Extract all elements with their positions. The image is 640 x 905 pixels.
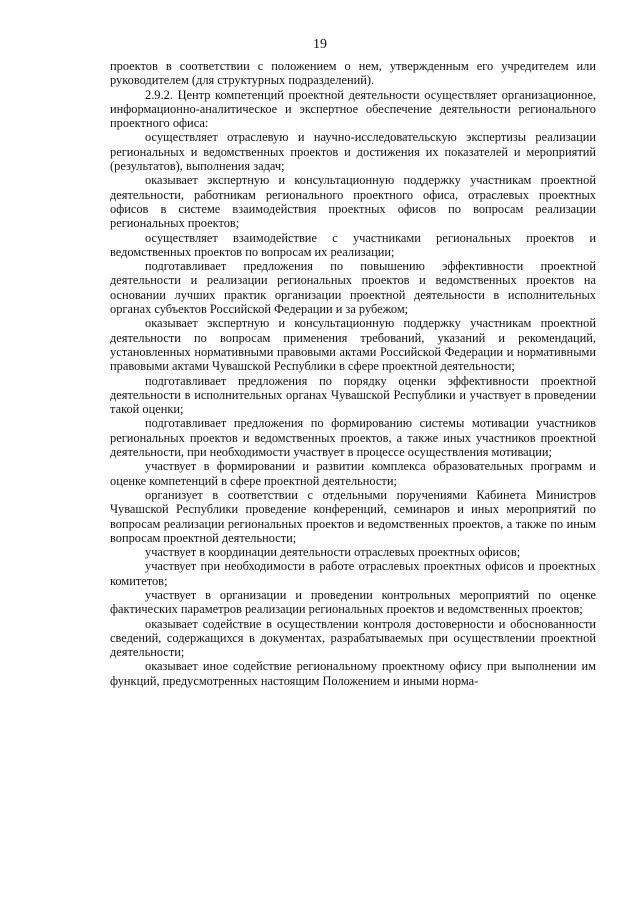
paragraph: оказывает иное содействие региональному проектному офису при выполнении им функций, предусмотренных настоящим Положением и иными норма- [110,659,596,688]
paragraph: подготавливает предложения по формированию системы мотивации участников региональных проектов и ведомственных проектов, а также иных участников проектной деятельности, при необходимости участвует в процессе осуществления мотивации; [110,416,596,460]
paragraph: участвует в формировании и развитии комплекса образовательных программ и оценке компетенций в сфере проектной деятельности; [110,459,596,488]
paragraph: оказывает содействие в осуществлении контроля достоверности и обоснованности сведений, содержащихся в документах, разрабатываемых при осуществлении проектной деятельности; [110,616,596,660]
document-body [110,59,596,688]
paragraph: проектов в соответствии с положением о нем, утвержденным его учредителем или руководителем (для структурных подразделений). [110,59,596,88]
paragraph: организует в соответствии с отдельными поручениями Кабинета Министров Чувашской Республики проведение конференций, семинаров и иных мероприятий по вопросам реализации региональных проектов и ведомственных проектов, а также по иным вопросам проектной деятельности; [110,487,596,545]
paragraph: осуществляет взаимодействие с участниками региональных проектов и ведомственных проектов по вопросам их реализации; [110,230,596,259]
paragraph: подготавливает предложения по порядку оценки эффективности проектной деятельности в исполнительных органах Чувашской Республики и участвует в проведении такой оценки; [110,373,596,417]
paragraph: подготавливает предложения по повышению эффективности проектной деятельности и реализации региональных проектов и ведомственных проектов на основании лучших практик организации проектной деятельности в исполнительных органах субъектов Российской Федерации и за рубежом; [110,259,596,317]
paragraph: 2.9.2. Центр компетенций проектной деятельности осуществляет организационное, информационно-аналитическое и экспертное обеспечение деятельности регионального проектного офиса: [110,87,596,131]
paragraph: оказывает экспертную и консультационную поддержку участникам проектной деятельности, работникам регионального проектного офиса, отраслевых проектных офисов в системе взаимодействия проектных офисов по вопросам реализации региональных проектов; [110,173,596,231]
paragraph: участвует в координации деятельности отраслевых проектных офисов; [145,545,521,560]
page-number: 19 [313,37,327,52]
paragraph: осуществляет отраслевую и научно-исследовательскую экспертизы реализации региональных и ведомственных проектов и достижения их показателей и мероприятий (результатов), выполнения задач; [110,130,596,174]
paragraph: участвует в организации и проведении контрольных мероприятий по оценке фактических параметров реализации региональных проектов и ведомственных проектов; [110,587,596,617]
paragraph: участвует при необходимости в работе отраслевых проектных офисов и проектных комитетов; [110,559,596,588]
paragraph: оказывает экспертную и консультационную поддержку участникам проектной деятельности по вопросам применения требований, указаний и рекомендаций, установленных нормативными правовыми актами Российской Федерации и нормативными правовыми актами Чувашской Республики в сфере проектной деятельности; [110,316,596,374]
